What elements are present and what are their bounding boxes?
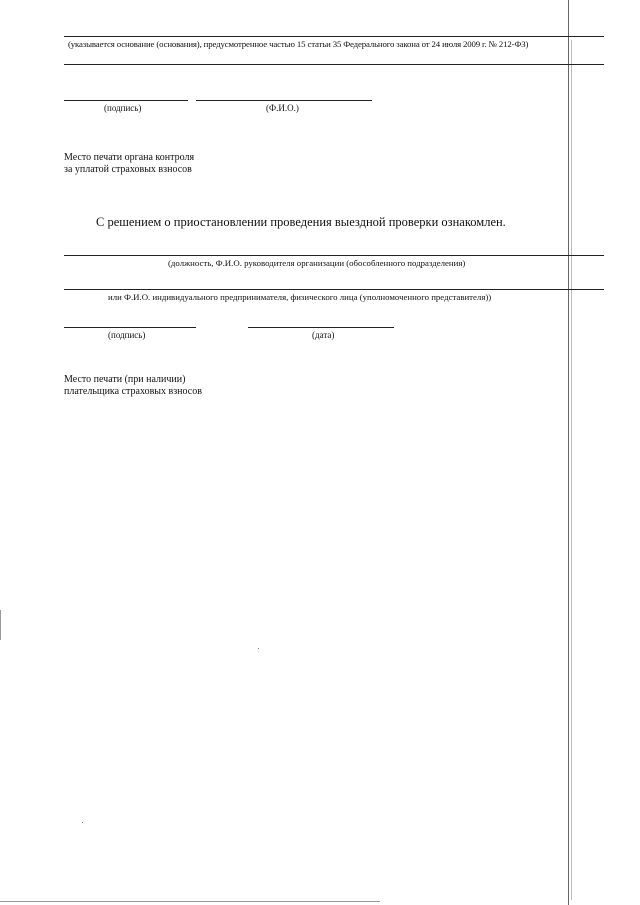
name-caption-1: (Ф.И.О.) <box>266 103 299 113</box>
name-line-1 <box>196 100 372 101</box>
stamp-controller-line2: за уплатой страховых взносов <box>64 164 192 175</box>
position-caption: (должность, Ф.И.О. руководителя организации (обособленного подразделения) <box>168 258 466 268</box>
basis-bottom-rule <box>64 64 604 65</box>
position-line <box>64 255 604 256</box>
stamp-payer-line2: плательщика страховых взносов <box>64 386 202 397</box>
basis-caption: (указывается основание (основания), предусмотренное частью 15 статьи 35 Федерального закона от 24 июля 2009 г. № 212-ФЗ) <box>68 39 529 49</box>
date-caption: (дата) <box>312 330 335 340</box>
signature-line-2 <box>64 327 196 328</box>
signature-caption-2: (подпись) <box>108 330 146 340</box>
scan-speck <box>82 822 83 823</box>
scan-edge-line <box>568 0 569 905</box>
entrepreneur-line <box>64 289 604 290</box>
basis-top-rule <box>64 36 604 37</box>
signature-line-1 <box>64 100 188 101</box>
signature-caption-1: (подпись) <box>104 103 142 113</box>
entrepreneur-caption: или Ф.И.О. индивидуального предпринимателя, физического лица (уполномоченного представителя)) <box>108 292 492 302</box>
scan-left-mark <box>0 610 1 640</box>
bottom-scan-line <box>0 901 380 902</box>
scan-speck <box>258 648 259 649</box>
acknowledgement-heading: С решением о приостановлении проведения выездной проверки ознакомлен. <box>96 215 506 229</box>
scan-edge-line-faint <box>571 40 572 900</box>
stamp-payer-line1: Место печати (при наличии) <box>64 374 186 385</box>
stamp-controller-line1: Место печати органа контроля <box>64 152 195 163</box>
date-line <box>248 327 394 328</box>
